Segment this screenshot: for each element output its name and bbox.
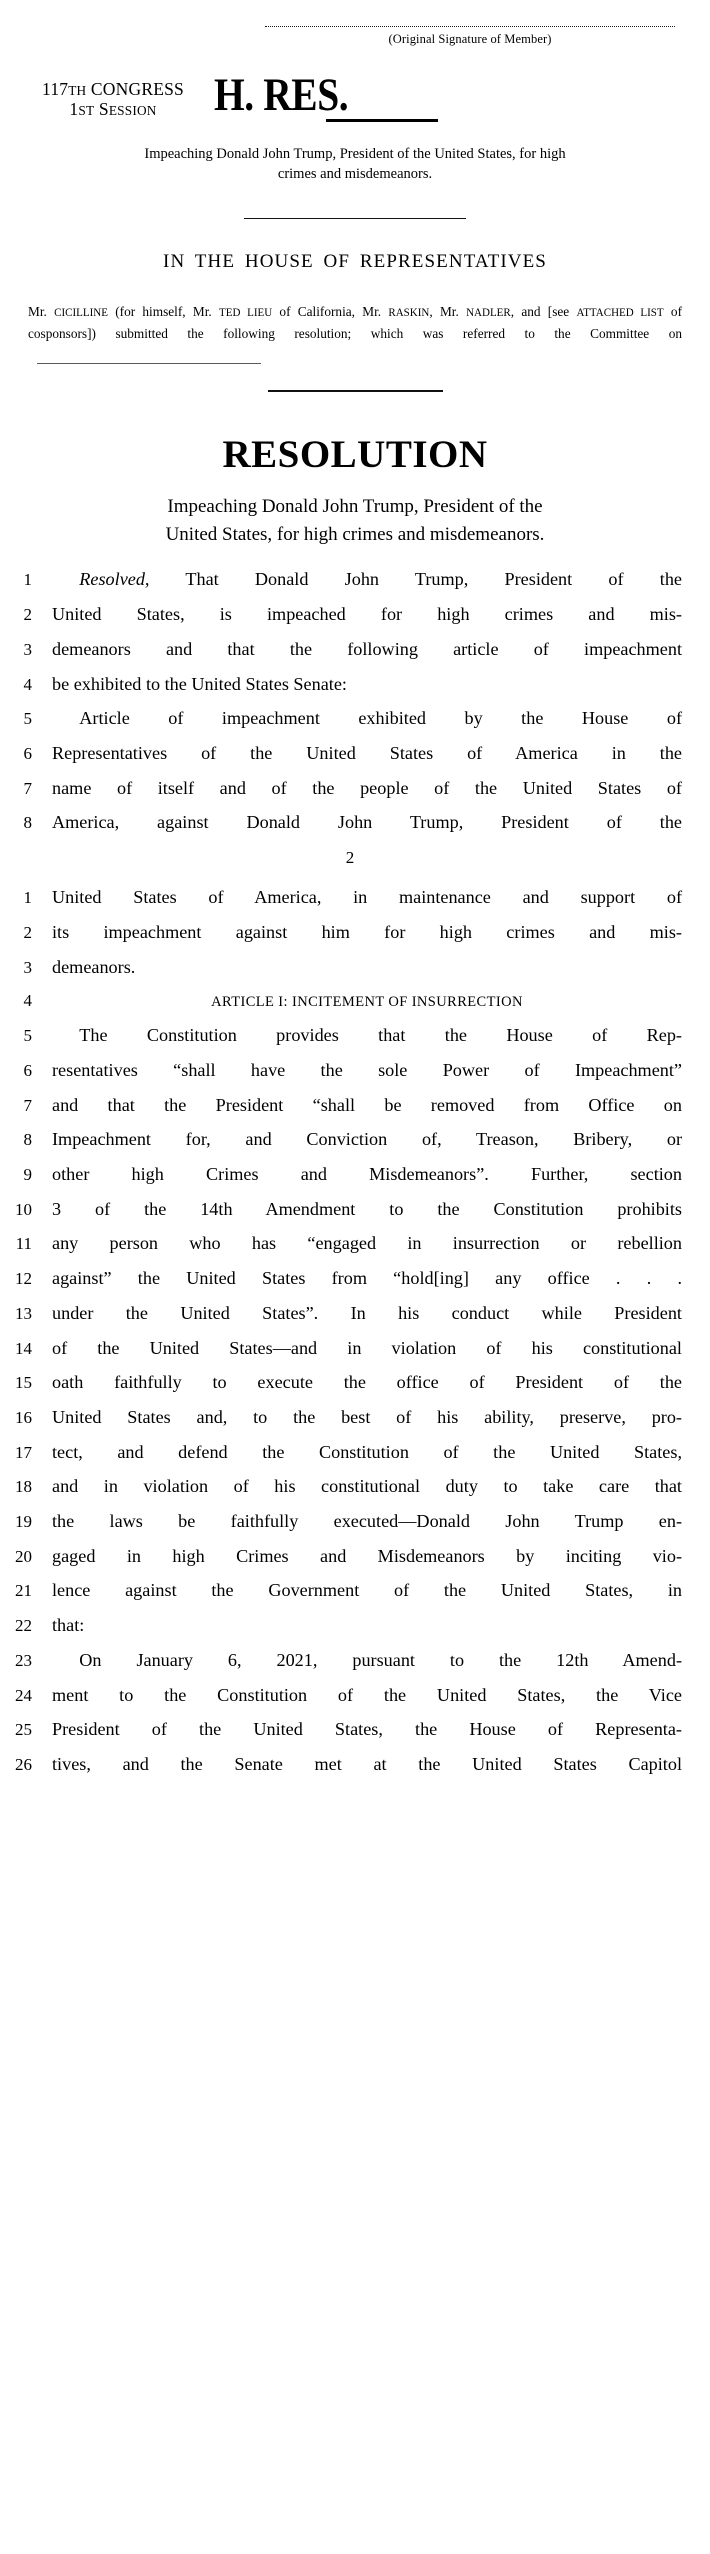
numbered-line — [0, 1581, 710, 1599]
house-heading: IN THE HOUSE OF REPRESENTATIVES — [163, 251, 547, 272]
numbered-line — [0, 1512, 710, 1530]
line-text: On January 6, 2021, pursuant to the 12th Amend- — [52, 1649, 682, 1670]
body-page-1 — [0, 570, 710, 831]
numbered-line — [0, 1443, 710, 1461]
numbered-line — [0, 958, 710, 976]
body-page-2 — [0, 888, 710, 1773]
numbered-line — [0, 744, 710, 762]
numbered-line — [0, 1373, 710, 1391]
line-text: demeanors and that the following article of impeachment — [52, 638, 682, 659]
article-heading: ARTICLE I: INCITEMENT OF INSURRECTION — [211, 994, 523, 1011]
sponsor-text: (for himself, Mr. — [107, 304, 219, 319]
line-number: 5 — [23, 1026, 32, 1046]
congress-line — [18, 79, 208, 99]
numbered-line — [0, 1130, 710, 1148]
line-text: any person who has “engaged in insurrection or rebellion — [52, 1233, 682, 1254]
congress-number: 117 — [42, 79, 69, 99]
masthead — [0, 69, 710, 122]
line-number: 7 — [23, 778, 32, 798]
line-text: Resolved, That Donald John Trump, President of the — [79, 569, 682, 590]
line-number: 2 — [23, 922, 32, 942]
resolution-title: RESOLUTION — [222, 433, 488, 477]
numbered-line — [0, 1026, 710, 1044]
divider-rule-thick — [268, 390, 443, 392]
page-number: 2 — [345, 848, 355, 868]
numbered-line — [0, 1547, 710, 1565]
line-number: 6 — [23, 744, 32, 763]
line-text: Article of impeachment exhibited by the House of — [52, 708, 682, 729]
sponsor-text: of California, Mr. — [272, 304, 389, 319]
line-text: lence against the Government of the United States, in — [52, 1580, 682, 1601]
line-text: gaged in high Crimes and Misdemeanors by inciting vio- — [52, 1545, 682, 1566]
line-number: 9 — [23, 1165, 32, 1185]
line-number: 8 — [23, 1130, 32, 1150]
line-number: 8 — [23, 813, 32, 833]
line-text: the laws be faithfully executed—Donald John Trump en- — [52, 1511, 682, 1532]
line-number: 1 — [23, 888, 32, 908]
signature-caption: (Original Signature of Member) — [388, 32, 552, 46]
line-text: resentatives “shall have the sole Power of Impeachment” — [52, 1059, 682, 1080]
bill-designator-block — [214, 69, 438, 122]
numbered-line — [0, 675, 710, 693]
numbered-line — [0, 1686, 710, 1704]
line-text: demeanors. — [52, 956, 136, 977]
line-text: and that the President “shall be removed from Office on — [52, 1094, 682, 1115]
line-number: 6 — [23, 1060, 32, 1080]
line-text: that: — [52, 1615, 85, 1636]
numbered-line — [0, 1408, 710, 1426]
session-word-head: S — [94, 99, 109, 120]
line-number: 22 — [15, 1616, 32, 1636]
sponsor-text: , Mr. — [429, 304, 467, 319]
sponsor-text: Mr. — [28, 304, 55, 319]
line-text: be exhibited to the United States Senate: — [52, 673, 347, 694]
long-title: Impeaching Donald John Trump, President of the United States, for high crimes and misdemeanors. — [144, 146, 566, 182]
line-text: Impeachment for, and Conviction of, Treason, Bribery, or — [52, 1129, 682, 1150]
line-text: The Constitution provides that the House of Rep- — [52, 1025, 682, 1046]
line-number: 3 — [23, 639, 32, 659]
numbered-line — [0, 923, 710, 941]
numbered-line — [0, 709, 710, 727]
line-number: 4 — [23, 674, 32, 694]
numbered-line — [0, 779, 710, 797]
session-number: 1 — [69, 99, 79, 120]
line-number: 4 — [23, 991, 32, 1011]
line-text: against” the United States from “hold[ing] any office . . . — [52, 1268, 682, 1289]
sponsor-name-cicilline: CICILLINE — [54, 307, 108, 319]
line-number: 7 — [23, 1095, 32, 1115]
divider-rule-referral — [37, 363, 261, 364]
line-text: tect, and defend the Constitution of the United States, — [52, 1441, 682, 1462]
line-text: Representatives of the United States of America in the — [52, 743, 682, 763]
numbered-line — [0, 640, 710, 658]
sponsor-text: , and [see — [510, 304, 577, 319]
line-text: tives, and the Senate met at the United States Capitol — [52, 1753, 682, 1774]
line-text: oath faithfully to execute the office of President of the — [52, 1372, 682, 1393]
congress-word: CONGRESS — [86, 79, 184, 99]
sponsor-name-ted-lieu: TED LIEU — [218, 307, 273, 319]
session-line — [18, 99, 208, 119]
signature-block — [0, 14, 710, 47]
sponsor-name-nadler: NADLER — [466, 307, 511, 319]
line-number: 25 — [15, 1720, 32, 1740]
numbered-line — [0, 888, 710, 906]
line-text: America, against Donald John Trump, President of the — [52, 812, 682, 833]
resolution-subtitle: Impeaching Donald John Trump, President of the United States, for high crimes and misdemeanors. — [165, 496, 545, 545]
line-text: United States of America, in maintenance and support of — [52, 887, 682, 908]
line-number: 3 — [23, 957, 32, 977]
line-text: United States, is impeached for high crimes and mis- — [52, 604, 682, 625]
line-number: 2 — [23, 605, 32, 625]
sponsor-paragraph — [28, 301, 682, 344]
line-number: 15 — [15, 1373, 32, 1393]
line-text: its impeachment against him for high crimes and mis- — [52, 921, 682, 942]
line-number: 23 — [15, 1650, 32, 1670]
line-number: 26 — [15, 1754, 32, 1774]
line-text: 3 of the 14th Amendment to the Constitution prohibits — [52, 1198, 682, 1219]
numbered-line — [0, 605, 710, 623]
session-word-tail: ESSION — [108, 103, 157, 119]
numbered-line — [0, 1096, 710, 1114]
line-number: 21 — [15, 1581, 32, 1601]
line-number: 18 — [15, 1477, 32, 1497]
numbered-line — [0, 1304, 710, 1322]
numbered-line — [0, 1477, 710, 1495]
line-number: 14 — [15, 1338, 32, 1358]
numbered-line — [0, 1269, 710, 1287]
numbered-line — [0, 992, 710, 1010]
line-number: 1 — [23, 570, 32, 590]
numbered-line — [0, 1651, 710, 1669]
numbered-line — [0, 813, 710, 831]
bill-designator: H. RES. — [214, 69, 349, 121]
line-number: 10 — [15, 1199, 32, 1219]
numbered-line — [0, 1234, 710, 1252]
line-number: 11 — [15, 1234, 32, 1254]
attached-list-reference: ATTACHED LIST — [576, 307, 664, 319]
sponsor-text: of cosponsors]) submitted the following resolution; which was referred to the Committee on — [28, 304, 683, 341]
numbered-line — [0, 1720, 710, 1738]
line-number: 13 — [15, 1303, 32, 1323]
line-number: 12 — [15, 1269, 32, 1289]
resolved-keyword: Resolved, — [79, 569, 150, 590]
line-text: President of the United States, the House of Representa- — [52, 1719, 682, 1740]
numbered-line — [0, 1061, 710, 1079]
line-number: 17 — [15, 1442, 32, 1462]
line-text: name of itself and of the people of the United States of — [52, 777, 682, 798]
line-text: of the United States—and in violation of his constitutional — [52, 1337, 682, 1358]
numbered-line — [0, 570, 710, 588]
line-number: 24 — [15, 1685, 32, 1705]
congress-session-block — [18, 73, 208, 120]
sponsor-name-raskin: RASKIN — [388, 307, 430, 319]
line-number: 5 — [23, 709, 32, 729]
session-ordinal: ST — [78, 103, 95, 119]
line-text: under the United States”. In his conduct while President — [52, 1302, 682, 1323]
congress-ordinal: TH — [68, 83, 87, 98]
numbered-line — [0, 1755, 710, 1773]
numbered-line — [0, 1616, 710, 1634]
divider-rule-top — [244, 218, 466, 219]
line-text: United States and, to the best of his ability, preserve, pro- — [52, 1406, 682, 1427]
numbered-line — [0, 1165, 710, 1183]
line-text: other high Crimes and Misdemeanors”. Further, section — [52, 1164, 682, 1185]
numbered-line — [0, 1339, 710, 1357]
line-number: 16 — [15, 1407, 32, 1427]
line-number: 20 — [15, 1546, 32, 1566]
numbered-line — [0, 1200, 710, 1218]
line-text: and in violation of his constitutional duty to take care that — [52, 1476, 682, 1497]
signature-dotted-line — [265, 14, 675, 27]
line-number: 19 — [15, 1512, 32, 1532]
line-text: ment to the Constitution of the United States, the Vice — [52, 1684, 682, 1705]
